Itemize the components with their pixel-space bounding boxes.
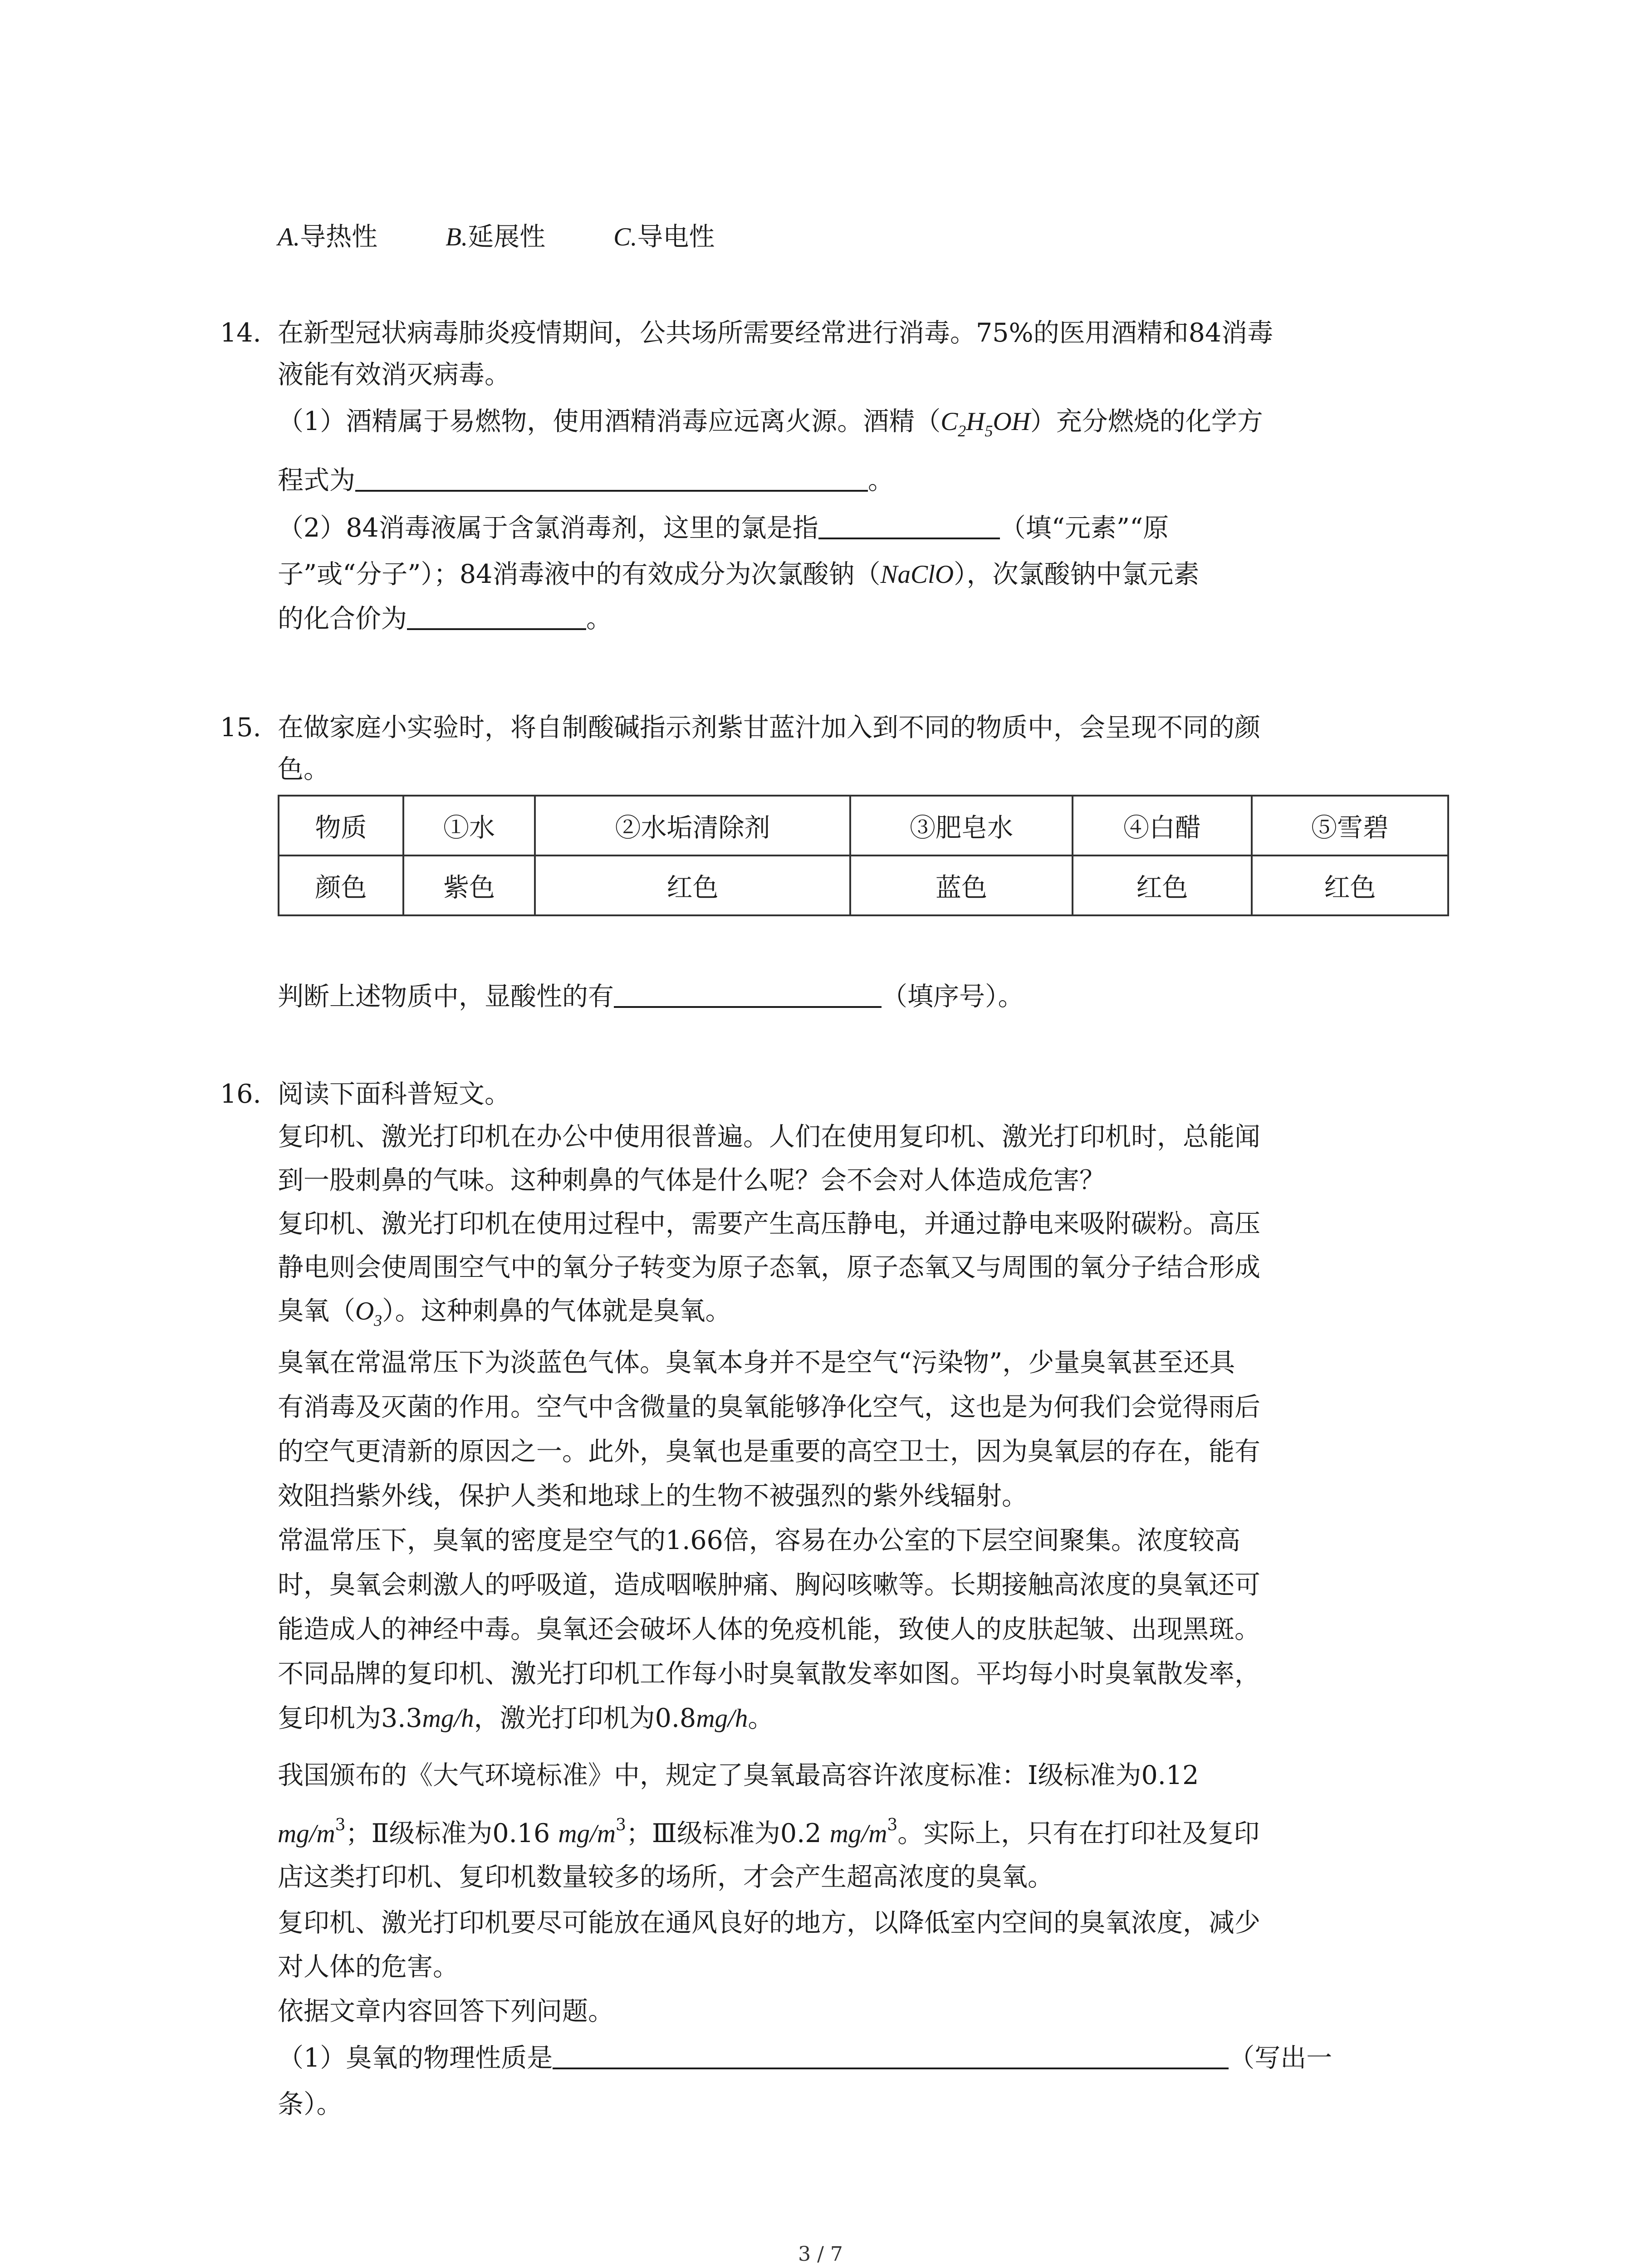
table-cell: 蓝色	[850, 855, 1073, 915]
passage-line: 依据文章内容回答下列问题。	[278, 1996, 614, 2026]
passage-line: 时，臭氧会刺激人的呼吸道，造成咽喉肿痛、胸闷咳嗽等。长期接触高浓度的臭氧还可	[278, 1570, 1260, 1600]
table-cell: 红色	[1073, 855, 1252, 915]
q14-number: 14.	[220, 318, 261, 348]
answer-blank-chlorine[interactable]	[818, 537, 1000, 539]
passage-line: 的空气更清新的原因之一。此外，臭氧也是重要的高空卫士，因为臭氧层的存在，能有	[278, 1437, 1260, 1466]
q16-sub1-line-1: （1）臭氧的物理性质是 （写出一	[278, 2043, 1332, 2073]
q15-ask-line: 判断上述物质中，显酸性的有 （填序号）。	[278, 982, 1024, 1012]
q16-number: 16.	[220, 1079, 261, 1109]
passage-line: 复印机为3.3mg/h，激光打印机为0.8mg/h。	[278, 1703, 774, 1733]
table-row	[279, 855, 1448, 915]
passage-line: 对人体的危害。	[278, 1952, 459, 1982]
passage-line: 不同品牌的复印机、激光打印机工作每小时臭氧散发率如图。平均每小时臭氧散发率，	[278, 1659, 1260, 1689]
q15-number: 15.	[220, 713, 261, 743]
q14-stem-line-1: 在新型冠状病毒肺炎疫情期间，公共场所需要经常进行消毒。75%的医用酒精和84消毒	[278, 318, 1274, 348]
q16-sub1-line-2: 条）。	[278, 2089, 343, 2119]
table-cell: ①水	[403, 796, 535, 855]
q16-intro: 阅读下面科普短文。	[278, 1079, 510, 1109]
option-a-text: 导热性	[300, 222, 378, 252]
option-a-letter: A.	[278, 223, 300, 251]
passage-line: $mg/m^3$；Ⅱ级标准为0.16 $mg/m^3$；Ⅲ级标准为0.2 $mg/m^3$。实际上，只有在打印社及复印	[278, 1816, 1260, 1848]
passage-line: 能造成人的神经中毒。臭氧还会破坏人体的免疫机能，致使人的皮肤起皱、出现黑斑。	[278, 1614, 1260, 1644]
q13-options	[278, 221, 715, 253]
q15-stem-line-2: 色。	[278, 754, 329, 784]
passage-line: 复印机、激光打印机要尽可能放在通风良好的地方，以降低室内空间的臭氧浓度，减少	[278, 1908, 1260, 1938]
table-cell: 红色	[1252, 855, 1448, 915]
q14-part1-line-2: 程式为 。	[278, 465, 894, 495]
answer-blank-valence[interactable]	[407, 628, 586, 630]
q14-part2-line-3: 的化合价为 。	[278, 604, 612, 634]
table-cell: ⑤雪碧	[1252, 796, 1448, 855]
table-header-row	[279, 796, 1448, 855]
ozone-formula: $O_3$	[355, 1297, 382, 1330]
q15-stem-line-1: 在做家庭小实验时，将自制酸碱指示剂紫甘蓝汁加入到不同的物质中，会呈现不同的颜	[278, 713, 1260, 743]
answer-blank-equation[interactable]	[355, 489, 868, 492]
q14-part2-text-a: （2）84消毒液属于含氯消毒剂，这里的氯是指	[278, 513, 818, 543]
table-cell: ④白醋	[1073, 796, 1252, 855]
table-cell: 物质	[279, 796, 403, 855]
page-number: 3 / 7	[798, 2243, 843, 2266]
indicator-color-table	[278, 795, 1449, 916]
q14-part1-text-a: （1）酒精属于易燃物，使用酒精消毒应远离火源。酒精（	[278, 406, 941, 436]
table-cell: 紫色	[403, 855, 535, 915]
q14-part1-text-b: ）充分燃烧的化学方	[1030, 406, 1263, 436]
table-cell: 红色	[535, 855, 850, 915]
passage-line: 复印机、激光打印机在使用过程中，需要产生高压静电，并通过静电来吸附碳粉。高压	[278, 1209, 1260, 1239]
passage-line: 臭氧在常温常压下为淡蓝色气体。臭氧本身并不是空气“污染物”，少量臭氧甚至还具	[278, 1348, 1235, 1378]
q14-part1-text-c: 程式为	[278, 465, 355, 495]
q14-stem-line-2: 液能有效消灭病毒。	[278, 360, 510, 390]
q14-part2-line-1	[278, 513, 1169, 543]
q14-part1-line-1	[278, 406, 1263, 441]
table-cell: ③肥皂水	[850, 796, 1073, 855]
answer-blank-ozone-property[interactable]	[553, 2067, 1229, 2069]
q14-part2-text-b: （填“元素”“原	[999, 513, 1169, 543]
option-c-text: 导电性	[637, 222, 715, 252]
table-cell: ②水垢清除剂	[535, 796, 850, 855]
passage-line: 常温常压下，臭氧的密度是空气的1.66倍，容易在办公室的下层空间聚集。浓度较高	[278, 1525, 1240, 1555]
table-cell: 颜色	[279, 855, 403, 915]
q14-part2-line-2: 子”或“分子”）；84消毒液中的有效成分为次氯酸钠（NaClO），次氯酸钠中氯元素	[278, 559, 1200, 589]
option-b-text: 延展性	[468, 222, 546, 252]
passage-line: 有消毒及灭菌的作用。空气中含微量的臭氧能够净化空气，这也是为何我们会觉得雨后	[278, 1392, 1260, 1422]
passage-line: 静电则会使周围空气中的氧分子转变为原子态氧，原子态氧又与周围的氧分子结合形成	[278, 1252, 1260, 1282]
naclo-formula: NaClO	[880, 560, 954, 589]
passage-line: 到一股刺鼻的气味。这种刺鼻的气体是什么呢？会不会对人体造成危害？	[278, 1165, 1105, 1195]
passage-line: 效阻挡紫外线，保护人类和地球上的生物不被强烈的紫外线辐射。	[278, 1481, 1028, 1511]
passage-line: 复印机、激光打印机在办公中使用很普遍。人们在使用复印机、激光打印机时，总能闻	[278, 1122, 1260, 1152]
passage-line: 我国颁布的《大气环境标准》中，规定了臭氧最高容许浓度标准：Ⅰ级标准为0.12	[278, 1760, 1199, 1790]
ethanol-formula: $C_2H_5OH$	[941, 407, 1030, 440]
option-c-letter: C.	[613, 223, 637, 251]
option-b-letter: B.	[446, 223, 468, 251]
answer-blank-acidic[interactable]	[614, 1006, 882, 1008]
passage-line: 店这类打印机、复印机数量较多的场所，才会产生超高浓度的臭氧。	[278, 1862, 1053, 1892]
passage-line: 臭氧$(O_3)$。这种刺鼻的气体就是臭氧。	[278, 1296, 731, 1330]
